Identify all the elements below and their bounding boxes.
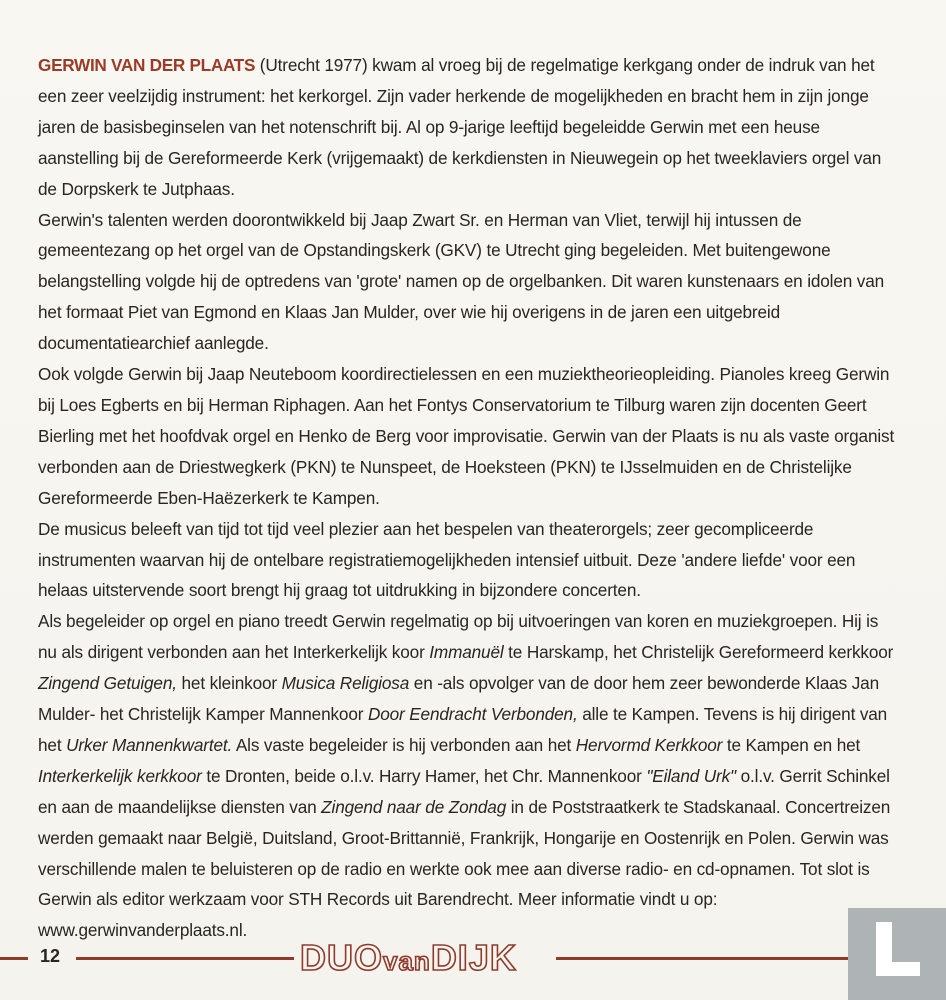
footer-rule-left <box>0 957 28 960</box>
artist-name: GERWIN VAN DER PLAATS <box>38 55 256 75</box>
biography-text <box>38 50 896 946</box>
paragraph-2: Gerwin's talenten werden doorontwikkeld bij Jaap Zwart Sr. en Herman van Vliet, terwijl hij intussen de gemeentezang op het orgel van de Opstandingskerk (GKV) te Utrecht ging begeleiden. Met buitengewone belangstelling volgde hij de optredens van 'grote' namen op de orgelbanken. Dit waren kunstenaars en idolen van het formaat Piet van Egmond en Klaas Jan Mulder, over wie hij overigens in de jaren een uitgebreid documentatiearchief aanlegde. <box>38 209 885 354</box>
footer-rule-right <box>556 957 848 960</box>
footer-rule-middle <box>76 957 294 960</box>
l-logo-icon <box>872 918 924 980</box>
page-number: 12 <box>40 946 61 966</box>
paragraph-4: De musicus beleeft van tijd tot tijd veel plezier aan het bespelen van theaterorgels; zeer gecompliceerde instrumenten waarvan hij de ontelbare registratiemogelijkheden intensief uitbuit. Deze 'andere liefde' voor een helaas uitstervende soort brengt hij graag tot uitdrukking in bijzondere concerten. <box>38 518 856 601</box>
duo-van-dijk-logo: DUOvanDIJK <box>300 937 517 978</box>
paragraph-3: Ook volgde Gerwin bij Jaap Neuteboom koordirectielessen en een muziektheorieopleiding. Pianoles kreeg Gerwin bij Loes Egberts en bij Herman Riphagen. Aan het Fontys Conservatorium te Tilburg waren zijn docenten Geert Bierling met het hoofdvak orgel en Henko de Berg voor improvisatie. Gerwin van der Plaats is nu als vaste organist verbonden aan de Driestwegkerk (PKN) te Nunspeet, de Hoeksteen (PKN) te IJsselmuiden en de Christelijke Gereformeerde Eben-Haëzerkerk te Kampen. <box>38 364 895 508</box>
paragraph-1: GERWIN VAN DER PLAATS (Utrecht 1977) kwam al vroeg bij de regelmatige kerkgang onder de indruk van het een zeer veelzijdig instrument: het kerkorgel. Zijn vader herkende de mogelijkheden en bracht hem in zijn jonge jaren de basisbeginselen van het notenschrift bij. Al op 9-jarige leeftijd begeleidde Gerwin met een heuse aanstelling bij de Gereformeerde Kerk (vrijgemaakt) de kerkdiensten in Nieuwegein op het tweeklaviers orgel van de Dorpskerk te Jutphaas. <box>38 55 882 199</box>
page-footer <box>0 938 946 978</box>
paragraph-5: Als begeleider op orgel en piano treedt Gerwin regelmatig op bij uitvoeringen van koren en muziekgroepen. Hij is nu als dirigent verbonden aan het Interkerkelijk koor Immanuël te Harskamp, het Christelijk Gereformeerd kerkkoor Zingend Getuigen, het kleinkoor Musica Religiosa en -als opvolger van de door hem zeer bewonderde Klaas Jan Mulder- het Christelijk Kamper Mannenkoor Door Eendracht Verbonden, alle te Kampen. Tevens is hij dirigent van het Urker Mannenkwartet. Als vaste begeleider is hij verbonden aan het Hervormd Kerkkoor te Kampen en het Interkerkelijk kerkkoor te Dronten, beide o.l.v. Harry Hamer, het Chr. Mannenkoor "Eiland Urk" o.l.v. Gerrit Schinkel en aan de maandelijkse diensten van Zingend naar de Zondag in de Poststraatkerk te Stadskanaal. Concertreizen werden gemaakt naar België, Duitsland, Groot-Brittannië, Frankrijk, Hongarije en Oostenrijk en Polen. Gerwin was verschillende malen te beluisteren op de radio en werkte ook mee aan diverse radio- en cd-opnamen. Tot slot is Gerwin als editor werkzaam voor STH Records uit Barendrecht. Meer informatie vindt u op: www.gerwinvanderplaats.nl. <box>38 611 894 941</box>
